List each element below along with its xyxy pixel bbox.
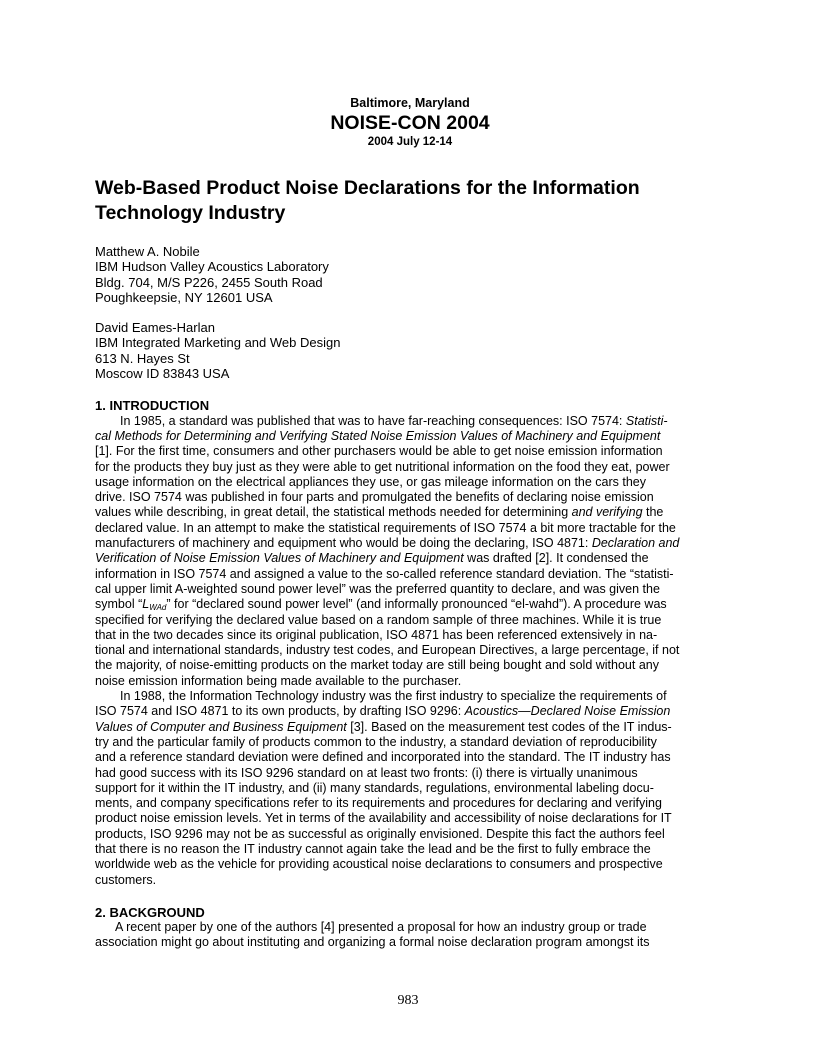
text-line: that in the two decades since its original publication, ISO 4871 has been referenced extensively in na- [95, 627, 658, 642]
text-line: customers. [95, 872, 157, 887]
author-affiliation: IBM Hudson Valley Acoustics Laboratory [95, 259, 329, 275]
paper-title-line: Technology Industry [95, 202, 286, 224]
author-affiliation: IBM Integrated Marketing and Web Design [95, 335, 341, 351]
paper-page [95, 96, 725, 951]
text-line: had good success with its ISO 9296 standard on at least two fronts: (i) there is virtually unanimous [95, 765, 638, 780]
text-line: for the products they buy just as they were able to get nutritional information on the food they eat, power [95, 459, 670, 474]
text-line: and a reference standard deviation were defined and incorporated into the standard. The IT industry has [95, 750, 671, 765]
page-number: 983 [397, 993, 419, 1008]
text-line: association might go about instituting and organizing a formal noise declaration program amongst its [95, 935, 650, 950]
paper-title [95, 176, 725, 226]
text-line: In 1985, a standard was published that was to have far-reaching consequences: ISO 7574: Statisti- [120, 413, 668, 428]
text-line: Verification of Noise Emission Values of Machinery and Equipment was drafted [2]. It condensed the [95, 551, 649, 566]
text-line: In 1988, the Information Technology industry was the first industry to specialize the requirements of [120, 689, 667, 704]
conference-name: NOISE-CON 2004 [330, 112, 490, 134]
text-line: A recent paper by one of the authors [4] presented a proposal for how an industry group or trade [115, 920, 647, 935]
author-name: Matthew A. Nobile [95, 244, 200, 259]
text-line: values while describing, in great detail, the statistical methods needed for determining and verifying the [95, 505, 664, 520]
text-line: support for it within the IT industry, and (ii) many standards, regulations, environmental labeling docu- [95, 780, 654, 795]
text-line: worldwide web as the vehicle for providing acoustical noise declarations to consumers and prospective [95, 857, 663, 872]
author-address: Moscow ID 83843 USA [95, 366, 230, 382]
text-line: [1]. For the first time, consumers and other purchasers would be able to get noise emission information [95, 444, 663, 459]
section-heading-background: 2. BACKGROUND [95, 904, 205, 920]
author-list [95, 244, 725, 381]
text-line: symbol “$L_{WAd}$” for “declared sound power level” (and informally pronounced “el-wahd”). A procedure was [95, 597, 667, 613]
text-line: products, ISO 9296 may not be as successful as originally envisioned. Despite this fact the authors feel [95, 826, 665, 841]
text-line: specified for verifying the declared value based on a random sample of three machines. While it is true [95, 612, 662, 627]
text-line: the majority, of noise-emitting products on the market today are still being bought and sold without any [95, 658, 659, 673]
paragraph [95, 414, 725, 689]
conference-dates: 2004 July 12-14 [367, 136, 453, 148]
text-line: information in ISO 7574 and assigned a value to the so-called reference standard deviation. The “statisti- [95, 566, 674, 581]
section-heading-introduction: 1. INTRODUCTION [95, 398, 210, 414]
author-address: 613 N. Hayes St [95, 350, 190, 366]
text-line: tional and international standards, industry test codes, and European Directives, a large percentage, if not [95, 643, 680, 658]
introduction-body [95, 414, 725, 888]
paragraph [95, 689, 725, 888]
conference-header [95, 96, 725, 149]
author-address: Poughkeepsie, NY 12601 USA [95, 289, 273, 305]
text-line: ments, and company specifications refer to its requirements and procedures for declaring and verifying [95, 796, 662, 811]
text-line: that there is no reason the IT industry cannot again take the lead and be the first to fully embrace the [95, 841, 651, 856]
text-line: try and the particular family of products common to the industry, a standard deviation of reproducibility [95, 734, 657, 749]
text-line: cal upper limit A-weighted sound power level” was the preferred quantity to declare, and was given the [95, 581, 660, 596]
text-line: cal Methods for Determining and Verifying Stated Noise Emission Values of Machinery and Equipment [95, 428, 661, 443]
text-line: usage information on the electrical appliances they use, or gas mileage information on the cars they [95, 474, 647, 489]
paragraph [95, 920, 725, 951]
text-line: declared value. In an attempt to make the statistical requirements of ISO 7574 a bit more tractable for the [95, 520, 676, 535]
author-block [95, 320, 725, 381]
text-line: drive. ISO 7574 was published in four parts and promulgated the benefits of declaring noise emission [95, 490, 654, 505]
text-line: Values of Computer and Business Equipment [3]. Based on the measurement test codes of the IT indus- [95, 719, 672, 734]
text-line: ISO 7574 and ISO 4871 to its own products, by drafting ISO 9296: Acoustics—Declared Noise Emission [95, 704, 671, 719]
text-line: manufacturers of machinery and equipment who would be doing the declaring, ISO 4871: Declaration and [95, 536, 680, 551]
author-address: Bldg. 704, M/S P226, 2455 South Road [95, 274, 323, 290]
lwad-symbol: $L_{WAd}$ [142, 597, 167, 613]
paper-title-line: Web-Based Product Noise Declarations for the Information [95, 177, 640, 199]
background-body [95, 920, 725, 951]
text-line: product noise emission levels. Yet in terms of the availability and accessibility of noise declarations for IT [95, 811, 672, 826]
author-name: David Eames-Harlan [95, 320, 215, 336]
author-block [95, 244, 725, 305]
text-line: noise emission information being made available to the purchaser. [95, 673, 462, 688]
conference-location: Baltimore, Maryland [350, 96, 470, 110]
